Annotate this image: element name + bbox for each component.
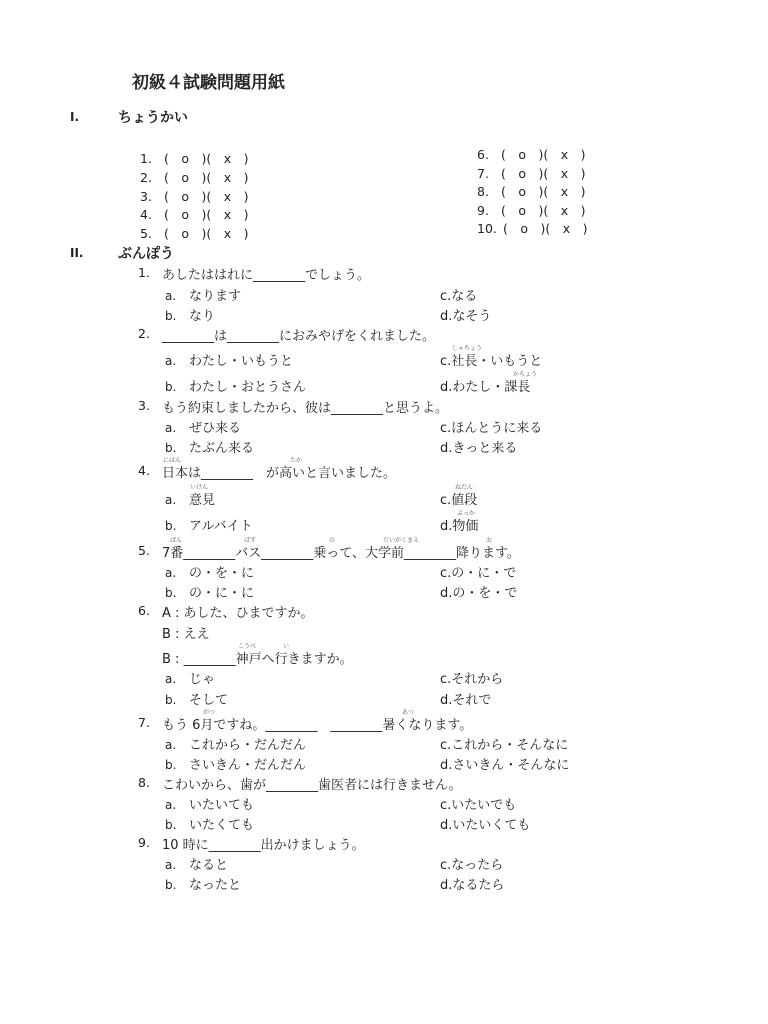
furigana: の (329, 537, 336, 544)
option-letter: a. (165, 289, 177, 303)
option-text: なる (451, 289, 478, 304)
option-text: いたいくても (452, 818, 531, 833)
option-letter: a. (165, 493, 177, 507)
answer-number: 3. (140, 189, 152, 204)
option-text: たぶん来る (189, 441, 255, 456)
option-letter: d. (440, 380, 453, 395)
option-text: わたし・いもうと (189, 354, 294, 369)
option-letter: c. (440, 798, 452, 813)
answer-number: 7. (477, 166, 489, 181)
option-letter: d. (440, 818, 453, 833)
answer-row (477, 201, 586, 219)
question-text: あしたははれに________でしょう。 (162, 268, 371, 283)
option-d (440, 814, 530, 833)
option-text: なったと (189, 878, 242, 893)
option-c (440, 562, 516, 581)
option-letter: b. (165, 818, 177, 832)
option-letter: b. (165, 519, 177, 533)
question-text: もう 6月ですね。________ ________暑くなります。 (162, 718, 473, 733)
answer-marks: ( o )( x ) (501, 203, 586, 218)
option-text: ほんとうに来る (451, 421, 543, 436)
option-letter: a. (165, 672, 177, 686)
option-c (440, 417, 542, 436)
answer-row (140, 224, 249, 242)
option-text: いたいても (189, 798, 255, 813)
option-text: なるたら (452, 878, 505, 893)
option-text: なり (189, 309, 216, 324)
option-letter: c. (440, 289, 452, 304)
answer-marks: ( o )( x ) (164, 226, 249, 241)
option-letter: b. (165, 878, 177, 892)
question-text: こわいから、歯が________歯医者には行きません。 (162, 778, 462, 793)
section-2-title: ぶんぽう (118, 246, 174, 262)
option-d (440, 689, 491, 708)
option-c (440, 734, 568, 753)
option-letter: c. (440, 672, 452, 687)
option-text: これから・だんだん (189, 738, 307, 753)
question-number: 2. (138, 326, 150, 341)
option-b (165, 437, 254, 456)
question-number: 8. (138, 775, 150, 790)
question-number: 3. (138, 398, 150, 413)
furigana: あつ (402, 709, 415, 716)
furigana: ぶっか (457, 510, 476, 517)
answer-row (140, 187, 249, 205)
option-text: それから (451, 672, 504, 687)
question-text: 10 時に________出かけましょう。 (162, 838, 365, 853)
answer-row (477, 145, 586, 163)
option-text: さいきん・だんだん (189, 758, 307, 773)
page-title: 初級４試験問題用紙 (132, 73, 285, 93)
option-b (165, 515, 253, 534)
furigana: ねだん (455, 484, 474, 491)
answer-row (477, 182, 586, 200)
option-a (165, 854, 228, 873)
option-letter: c. (440, 738, 452, 753)
furigana: ばん (170, 537, 183, 544)
option-text: なったら (451, 858, 504, 873)
option-a (165, 562, 254, 581)
option-b (165, 689, 228, 708)
option-text: の・に・に (189, 586, 255, 601)
option-text: いたくても (189, 818, 255, 833)
option-letter: b. (165, 586, 177, 600)
answer-marks: ( o )( x ) (501, 147, 586, 162)
option-letter: b. (165, 309, 177, 323)
option-letter: a. (165, 738, 177, 752)
option-d (440, 376, 530, 395)
option-text: 社長・いもうと (451, 354, 543, 369)
option-letter: d. (440, 586, 453, 601)
option-d (440, 305, 491, 324)
furigana: お (486, 537, 493, 544)
option-b (165, 814, 254, 833)
answer-marks: ( o )( x ) (501, 184, 586, 199)
question-text: B : ________神戸へ行きますか。 (162, 652, 353, 667)
option-letter: b. (165, 380, 177, 394)
option-letter: d. (440, 758, 453, 773)
option-letter: d. (440, 441, 453, 456)
question-number: 5. (138, 543, 150, 558)
question-text: 日本は________ が高いと言いました。 (162, 466, 397, 481)
option-letter: d. (440, 878, 453, 893)
furigana: がつ (203, 709, 216, 716)
furigana: こうべ (238, 643, 257, 650)
option-c (440, 794, 516, 813)
option-c (440, 285, 477, 304)
question-number: 9. (138, 835, 150, 850)
option-text: さいきん・そんなに (452, 758, 570, 773)
question-number: 4. (138, 463, 150, 478)
option-letter: b. (165, 758, 177, 772)
answer-number: 9. (477, 203, 489, 218)
section-1-title: ちょうかい (118, 110, 188, 126)
option-text: の・を・で (452, 586, 518, 601)
option-d (440, 437, 517, 456)
question-text: もう約束しましたから、彼は________と思うよ。 (162, 401, 449, 416)
option-text: それで (452, 693, 492, 708)
option-c (440, 854, 503, 873)
option-d (440, 754, 569, 773)
option-b (165, 582, 254, 601)
answer-marks: ( o )( x ) (164, 207, 249, 222)
option-d (440, 874, 504, 893)
option-letter: c. (440, 858, 452, 873)
option-a (165, 734, 306, 753)
option-text: 物価 (452, 519, 479, 534)
option-letter: d. (440, 693, 453, 708)
answer-marks: ( o )( x ) (503, 221, 588, 236)
option-text: これから・そんなに (451, 738, 569, 753)
answer-number: 2. (140, 170, 152, 185)
question-number: 6. (138, 603, 150, 618)
option-text: わたし・課長 (452, 380, 531, 395)
option-letter: a. (165, 798, 177, 812)
option-b (165, 376, 306, 395)
option-letter: a. (165, 858, 177, 872)
option-text: 値段 (451, 493, 478, 508)
answer-row (140, 149, 249, 167)
furigana: い (283, 643, 290, 650)
option-text: そして (189, 693, 229, 708)
option-c (440, 350, 542, 369)
option-text: じゃ (189, 672, 216, 687)
option-text: の・に・で (451, 566, 517, 581)
answer-marks: ( o )( x ) (164, 189, 249, 204)
answer-number: 10. (477, 221, 497, 236)
answer-number: 1. (140, 151, 152, 166)
option-text: アルバイト (189, 519, 253, 534)
answer-row (477, 164, 586, 182)
option-letter: c. (440, 493, 452, 508)
option-letter: c. (440, 566, 452, 581)
section-2-number: II. (70, 246, 84, 260)
option-b (165, 305, 215, 324)
question-number: 7. (138, 715, 150, 730)
furigana: かちょう (513, 371, 538, 378)
question-text: B : ええ (162, 627, 210, 642)
option-letter: a. (165, 354, 177, 368)
option-a (165, 489, 215, 508)
option-d (440, 515, 478, 534)
option-letter: c. (440, 354, 452, 369)
option-text: の・を・に (189, 566, 255, 581)
furigana: しゃちょう (452, 345, 483, 352)
option-letter: b. (165, 693, 177, 707)
furigana: いけん (190, 484, 209, 491)
option-letter: c. (440, 421, 452, 436)
option-text: いたいでも (451, 798, 517, 813)
option-text: なると (189, 858, 229, 873)
answer-number: 8. (477, 184, 489, 199)
answer-row (477, 219, 588, 237)
option-text: なります (189, 289, 242, 304)
option-letter: a. (165, 421, 177, 435)
option-d (440, 582, 517, 601)
option-a (165, 350, 293, 369)
answer-number: 5. (140, 226, 152, 241)
option-a (165, 668, 215, 687)
answer-number: 4. (140, 207, 152, 222)
question-number: 1. (138, 265, 150, 280)
furigana: たか (290, 457, 303, 464)
answer-marks: ( o )( x ) (164, 170, 249, 185)
answer-marks: ( o )( x ) (164, 151, 249, 166)
option-text: ぜひ来る (189, 421, 242, 436)
answer-marks: ( o )( x ) (501, 166, 586, 181)
option-a (165, 417, 241, 436)
option-text: きっと来る (452, 441, 518, 456)
option-text: わたし・おとうさん (189, 380, 307, 395)
question-text: ________は________におみやげをくれました。 (162, 329, 436, 344)
option-letter: a. (165, 566, 177, 580)
furigana: にほん (163, 457, 182, 464)
option-text: 意見 (189, 493, 216, 508)
section-1-number: I. (70, 110, 80, 124)
answer-row (140, 205, 249, 223)
option-letter: b. (165, 441, 177, 455)
answer-number: 6. (477, 147, 489, 162)
option-b (165, 754, 306, 773)
question-text: 7番________バス________乗って、大学前________降ります。 (162, 546, 520, 561)
option-a (165, 285, 241, 304)
furigana: だいがくまえ (383, 537, 420, 544)
question-text: A : あした、ひまですか。 (162, 606, 314, 621)
option-a (165, 794, 254, 813)
option-letter: d. (440, 309, 453, 324)
option-letter: d. (440, 519, 453, 534)
option-c (440, 489, 477, 508)
answer-row (140, 168, 249, 186)
option-c (440, 668, 503, 687)
option-text: なそう (452, 309, 492, 324)
furigana: ばす (244, 537, 257, 544)
option-b (165, 874, 241, 893)
